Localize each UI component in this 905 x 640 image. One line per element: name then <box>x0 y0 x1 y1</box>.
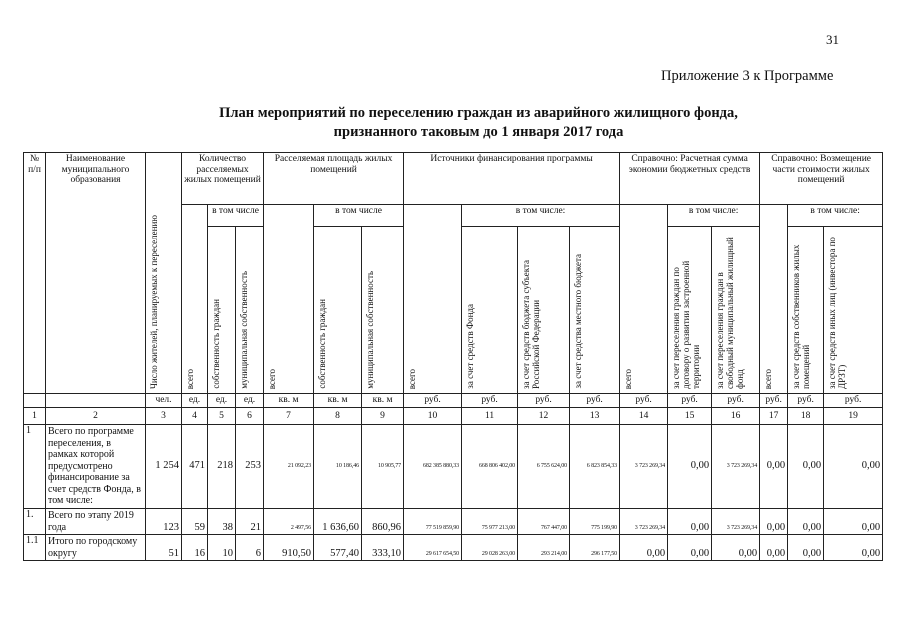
header-num: № п/п <box>24 153 46 394</box>
cell-refund-total: 0,00 <box>760 425 788 509</box>
cell-qty-citizens: 38 <box>208 509 236 535</box>
header-funding-incl: в том числе: <box>462 205 620 227</box>
col-num: 16 <box>712 408 760 425</box>
cell-fund: 29 028 263,00 <box>462 535 518 561</box>
header-owners-funds: за счет средств собственников жилых помещений <box>788 227 824 394</box>
unit-cell: ед. <box>208 394 236 408</box>
page-number: 31 <box>826 32 839 47</box>
cell-funding-total: 682 385 880,33 <box>404 425 462 509</box>
col-num: 3 <box>146 408 182 425</box>
col-num: 18 <box>788 408 824 425</box>
unit-cell: кв. м <box>264 394 314 408</box>
cell-refund-total: 0,00 <box>760 509 788 535</box>
cell-fund: 75 977 213,00 <box>462 509 518 535</box>
table-row <box>24 425 883 509</box>
cell-fund: 668 806 402,00 <box>462 425 518 509</box>
header-savings-free: за счет переселения граждан в свободный муниципальный жилищный фонд <box>712 227 760 394</box>
unit-cell: руб. <box>462 394 518 408</box>
cell-local-budget: 775 199,90 <box>570 509 620 535</box>
cell-qty-citizens: 10 <box>208 535 236 561</box>
cell-area-citizens: 577,40 <box>314 535 362 561</box>
unit-cell: руб. <box>788 394 824 408</box>
cell-qty-citizens: 218 <box>208 425 236 509</box>
header-savings-dev: за счет переселения граждан по договору о развитии застроенной территории <box>668 227 712 394</box>
col-num: 2 <box>46 408 146 425</box>
cell-area-citizens: 1 636,60 <box>314 509 362 535</box>
header-area-municipal: муниципальная собственность <box>362 227 404 394</box>
col-num: 5 <box>208 408 236 425</box>
cell-refund-total: 0,00 <box>760 535 788 561</box>
col-num: 1 <box>24 408 46 425</box>
header-refund-group: Справочно: Возмещение части стоимости жилых помещений <box>760 153 883 205</box>
cell-area-municipal: 333,10 <box>362 535 404 561</box>
header-qty-incl: в том числе <box>208 205 264 227</box>
row-name: Всего по этапу 2019 года <box>46 509 146 535</box>
cell-area-total: 910,50 <box>264 535 314 561</box>
col-num: 9 <box>362 408 404 425</box>
table-row <box>24 509 883 535</box>
cell-subject-budget: 767 447,00 <box>518 509 570 535</box>
col-num: 15 <box>668 408 712 425</box>
header-refund-total: всего <box>760 205 788 394</box>
cell-other-funds: 0,00 <box>824 509 883 535</box>
cell-savings-dev: 0,00 <box>668 509 712 535</box>
units-row <box>24 394 883 408</box>
cell-qty-total: 471 <box>182 425 208 509</box>
unit-cell: руб. <box>404 394 462 408</box>
unit-cell: руб. <box>668 394 712 408</box>
row-name: Всего по программе переселения, в рамках которой предусмотрено финансирование за счет средств Фонда, в том числе: <box>46 425 146 509</box>
header-funding-total: всего <box>404 205 462 394</box>
cell-qty-municipal: 21 <box>236 509 264 535</box>
col-num: 7 <box>264 408 314 425</box>
cell-savings-total: 0,00 <box>620 535 668 561</box>
col-num: 10 <box>404 408 462 425</box>
header-area-citizens: собственность граждан <box>314 227 362 394</box>
col-num: 13 <box>570 408 620 425</box>
cell-funding-total: 77 519 859,90 <box>404 509 462 535</box>
header-municipality: Наименование муниципального образования <box>46 153 146 394</box>
header-area-group: Расселяемая площадь жилых помещений <box>264 153 404 205</box>
cell-other-funds: 0,00 <box>824 425 883 509</box>
unit-cell: кв. м <box>362 394 404 408</box>
cell-qty-total: 16 <box>182 535 208 561</box>
cell-area-total: 2 497,56 <box>264 509 314 535</box>
col-num: 8 <box>314 408 362 425</box>
col-num: 19 <box>824 408 883 425</box>
col-num: 6 <box>236 408 264 425</box>
col-num: 11 <box>462 408 518 425</box>
header-savings-group: Справочно: Расчетная сумма экономии бюджетных средств <box>620 153 760 205</box>
unit-cell: руб. <box>518 394 570 408</box>
cell-owners-funds: 0,00 <box>788 535 824 561</box>
col-num: 14 <box>620 408 668 425</box>
header-area-total: всего <box>264 205 314 394</box>
header-residents: Число жителей, планируемых к переселению <box>146 153 182 394</box>
document-title <box>0 104 905 142</box>
cell-savings-free: 0,00 <box>712 535 760 561</box>
cell-area-municipal: 10 905,77 <box>362 425 404 509</box>
cell-savings-free: 3 723 269,34 <box>712 509 760 535</box>
cell-owners-funds: 0,00 <box>788 509 824 535</box>
cell-owners-funds: 0,00 <box>788 425 824 509</box>
cell-qty-total: 59 <box>182 509 208 535</box>
col-num: 4 <box>182 408 208 425</box>
cell-savings-dev: 0,00 <box>668 535 712 561</box>
cell-savings-total: 3 723 269,34 <box>620 425 668 509</box>
row-name: Итого по городскому округу <box>46 535 146 561</box>
col-num: 12 <box>518 408 570 425</box>
col-num: 17 <box>760 408 788 425</box>
unit-cell: чел. <box>146 394 182 408</box>
cell-subject-budget: 293 214,00 <box>518 535 570 561</box>
unit-cell: руб. <box>824 394 883 408</box>
unit-cell: кв. м <box>314 394 362 408</box>
unit-cell: ед. <box>236 394 264 408</box>
header-qty-municipal: муниципальная собственность <box>236 227 264 394</box>
unit-cell: руб. <box>760 394 788 408</box>
header-local-budget: за счет средства местного бюджета <box>570 227 620 394</box>
cell-residents: 123 <box>146 509 182 535</box>
cell-subject-budget: 6 755 624,00 <box>518 425 570 509</box>
cell-savings-total: 3 723 269,34 <box>620 509 668 535</box>
cell-area-total: 21 092,23 <box>264 425 314 509</box>
unit-cell: руб. <box>712 394 760 408</box>
cell-local-budget: 6 823 854,33 <box>570 425 620 509</box>
header-qty-citizens: собственность граждан <box>208 227 236 394</box>
header-area-incl: в том числе <box>314 205 404 227</box>
cell-residents: 51 <box>146 535 182 561</box>
header-refund-incl: в том числе: <box>788 205 883 227</box>
cell-area-citizens: 10 186,46 <box>314 425 362 509</box>
header-savings-total: всего <box>620 205 668 394</box>
column-numbers-row <box>24 408 883 425</box>
title-line-2: признанного таковым до 1 января 2017 года <box>333 124 624 140</box>
row-index: 1.1 <box>24 535 46 561</box>
cell-qty-municipal: 253 <box>236 425 264 509</box>
cell-funding-total: 29 617 654,50 <box>404 535 462 561</box>
row-index: 1. <box>24 509 46 535</box>
header-other-funds: за счет средств иных лиц (инвестора по ДРЗТ) <box>824 227 883 394</box>
unit-cell: руб. <box>620 394 668 408</box>
appendix-label: Приложение 3 к Программе <box>661 68 834 84</box>
header-subject-budget: за счет средств бюджета субъекта Российской Федерации <box>518 227 570 394</box>
cell-other-funds: 0,00 <box>824 535 883 561</box>
table-row <box>24 535 883 561</box>
cell-area-municipal: 860,96 <box>362 509 404 535</box>
title-line-1: План мероприятий по переселению граждан из аварийного жилищного фонда, <box>219 105 738 121</box>
unit-cell: ед. <box>182 394 208 408</box>
row-index: 1 <box>24 425 46 509</box>
header-savings-incl: в том числе: <box>668 205 760 227</box>
cell-savings-dev: 0,00 <box>668 425 712 509</box>
cell-residents: 1 254 <box>146 425 182 509</box>
header-qty-total: всего <box>182 205 208 394</box>
cell-local-budget: 296 177,50 <box>570 535 620 561</box>
header-qty-group: Количество расселяемых жилых помещений <box>182 153 264 205</box>
unit-cell: руб. <box>570 394 620 408</box>
header-fund: за счет средств Фонда <box>462 227 518 394</box>
cell-qty-municipal: 6 <box>236 535 264 561</box>
cell-savings-free: 3 723 269,34 <box>712 425 760 509</box>
resettlement-plan-table <box>23 152 883 561</box>
header-funding-group: Источники финансирования программы <box>404 153 620 205</box>
